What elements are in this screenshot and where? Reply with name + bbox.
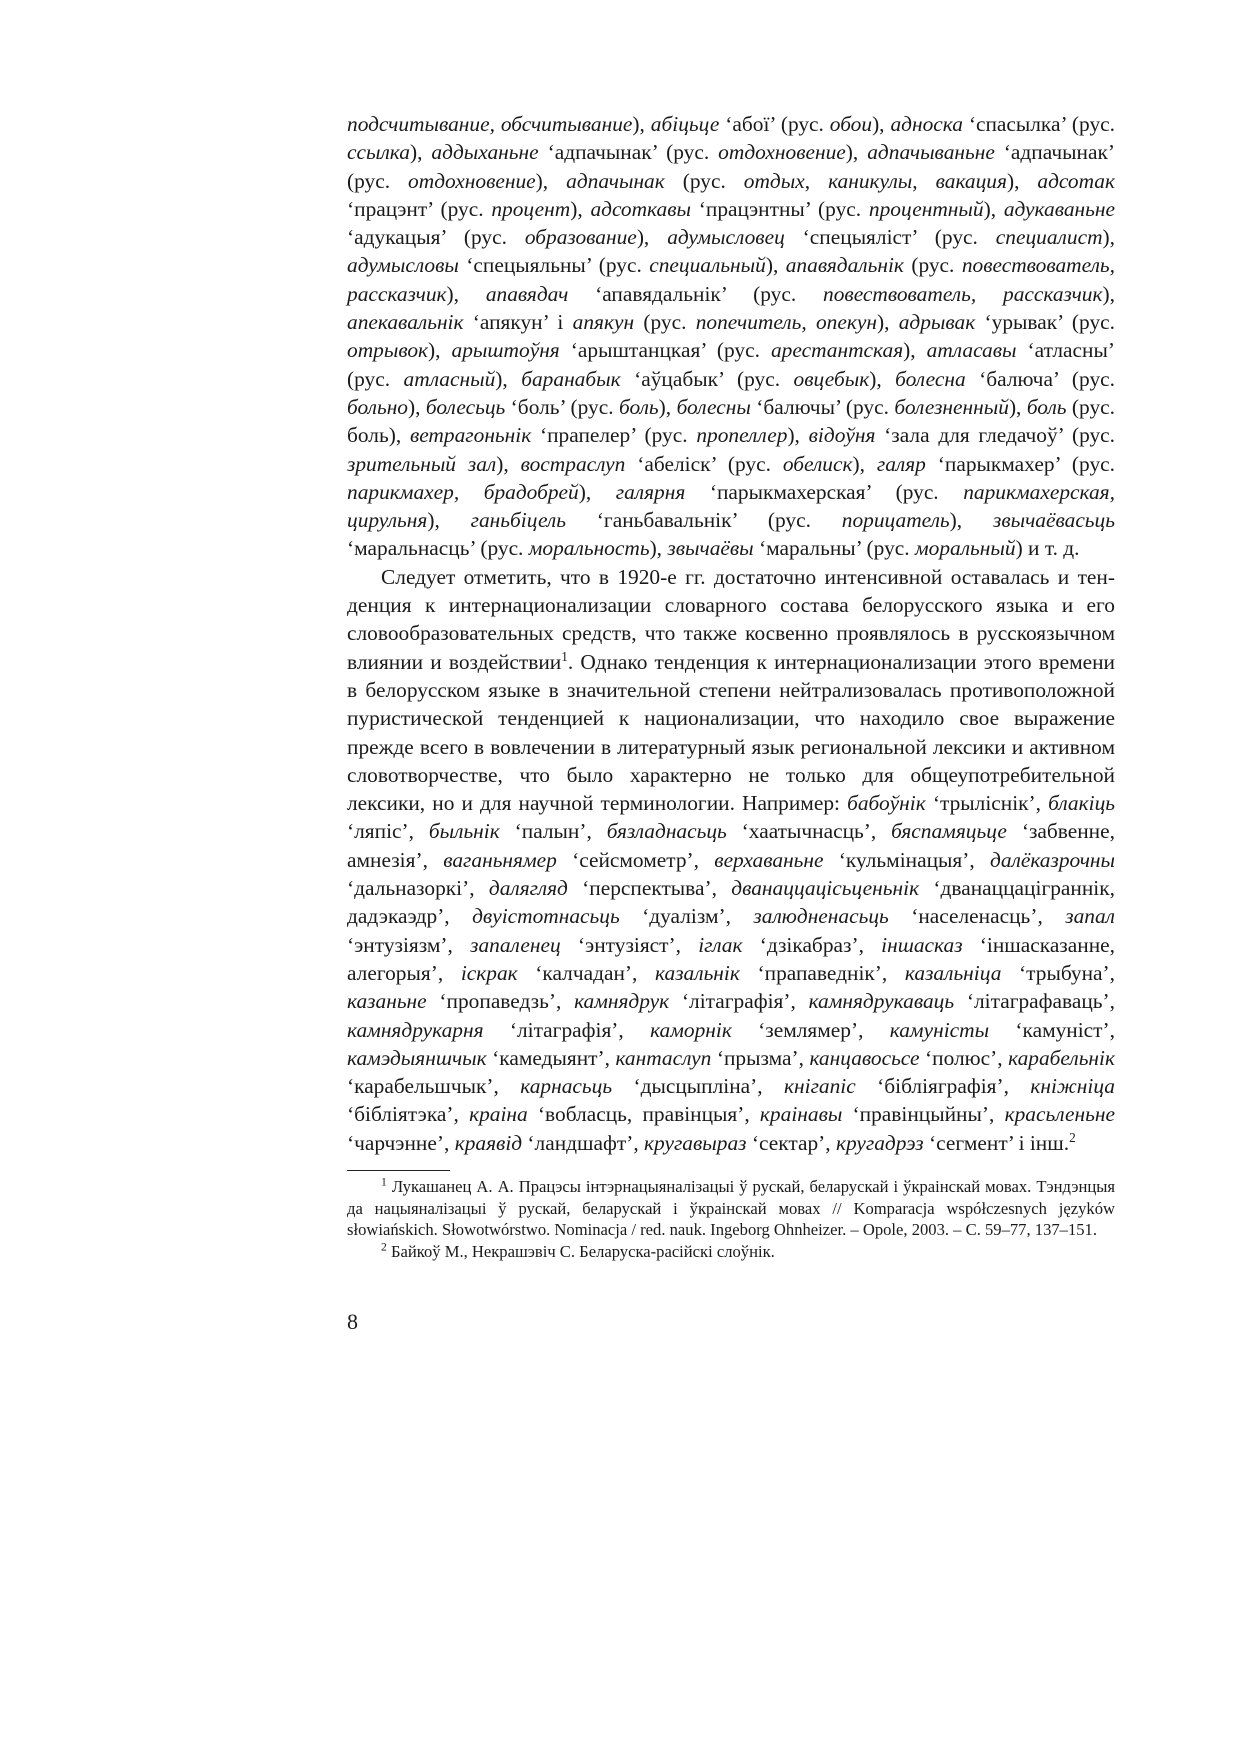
italic-term: адсотак bbox=[1037, 168, 1115, 193]
italic-term: ветрагоньнік bbox=[409, 423, 532, 448]
text-run: ‘апавядальнік’ (рус. bbox=[568, 281, 824, 306]
italic-term: быльнік bbox=[428, 819, 500, 844]
paragraph-2 bbox=[347, 563, 1115, 1157]
italic-term: отдохновение bbox=[408, 168, 536, 193]
text-run: ), bbox=[636, 225, 668, 250]
text-run: ‘перспектыва’, bbox=[567, 876, 732, 901]
text-run: ), bbox=[872, 112, 891, 136]
italic-term: краіна bbox=[469, 1102, 528, 1127]
text-run: ‘прызма’, bbox=[711, 1045, 810, 1070]
italic-term: кнігапіс bbox=[784, 1074, 856, 1099]
text-run: ‘камедыянт’, bbox=[486, 1045, 616, 1070]
text-run: ‘карабельшчык’, bbox=[347, 1074, 521, 1099]
text-run: ‘балюча’ (рус. bbox=[965, 366, 1116, 391]
text-run: ‘аўцабык’ (рус. bbox=[620, 366, 794, 391]
text-run: ‘спасылка’ (рус. bbox=[962, 112, 1115, 136]
italic-term: подсчитывание, обсчитывание bbox=[347, 112, 633, 136]
text-run: ‘калчадан’, bbox=[517, 960, 656, 985]
italic-term: больно bbox=[347, 394, 409, 419]
italic-term: адукаваньне bbox=[1003, 196, 1115, 221]
text-run: ), bbox=[1008, 394, 1027, 419]
italic-term: красьленьне bbox=[1004, 1102, 1115, 1127]
italic-term: карнасьць bbox=[520, 1074, 613, 1099]
italic-term: баранабык bbox=[521, 366, 621, 391]
italic-term: верхаваньне bbox=[714, 847, 824, 872]
text-run: ), bbox=[428, 338, 452, 363]
italic-term: специальный bbox=[649, 253, 766, 278]
text-run: Следует отметить, что в 1920-е гг. достаточно интенсивной оставалась и тенденция к интернационализации словарного состава белорусского языка и его словообразовательных средств, что также косвенно проявлялось в русскоязычном влиянии и воздействии bbox=[347, 564, 1115, 674]
text-run: ‘дванаццаціграннік, дадэкаэдр’, bbox=[347, 876, 1115, 929]
text-run: ‘абої’ (рус. bbox=[719, 112, 830, 136]
text-run: ), bbox=[765, 253, 786, 278]
italic-term: парикмахер, брадобрей bbox=[347, 479, 579, 504]
italic-term: краінавы bbox=[759, 1102, 843, 1127]
italic-term: адумысловы bbox=[347, 253, 459, 278]
italic-term: кругавыраз bbox=[644, 1130, 747, 1155]
footnote-2-text: Байкоў М., Некрашэвіч С. Беларуска-расійскі слоўнік. bbox=[386, 1241, 775, 1261]
italic-term: овцебык bbox=[793, 366, 870, 391]
italic-term: попечитель, опекун bbox=[695, 310, 877, 335]
text-run: ) и т. д. bbox=[1015, 536, 1080, 561]
italic-term: специалист bbox=[995, 225, 1103, 250]
text-run: ‘землямер’, bbox=[731, 1017, 890, 1042]
text-run: ‘ляпіс’, bbox=[347, 819, 429, 844]
text-run: ‘энтузіяст’, bbox=[560, 932, 699, 957]
italic-term: звычаёвасьць bbox=[992, 508, 1115, 533]
italic-term: арестантская bbox=[770, 338, 904, 363]
text-run: ‘працэнтны’ (рус. bbox=[691, 196, 869, 221]
italic-term: пропеллер bbox=[696, 423, 788, 448]
italic-term: ссылка bbox=[347, 140, 410, 165]
italic-term: апекавальнік bbox=[347, 310, 464, 335]
text-run: ‘літаграфія’, bbox=[483, 1017, 651, 1042]
text-run: ‘урывак’ (рус. bbox=[975, 310, 1115, 335]
text-run: ‘адпачынак’ (рус. bbox=[538, 140, 719, 165]
text-run: ‘забвенне, амнезія’, bbox=[347, 819, 1115, 872]
text-run: , bbox=[804, 168, 829, 193]
italic-term: кніжніца bbox=[1030, 1074, 1115, 1099]
italic-term: каморнік bbox=[650, 1017, 732, 1042]
text-run: ), bbox=[408, 394, 426, 419]
text-run: ), bbox=[446, 281, 486, 306]
text-run: ), bbox=[632, 112, 651, 136]
italic-term: адноска bbox=[890, 112, 963, 136]
text-run: ), bbox=[949, 508, 993, 533]
italic-term: галяр bbox=[876, 451, 926, 476]
text-run: ), bbox=[876, 310, 899, 335]
text-run: ), bbox=[578, 479, 616, 504]
italic-term: адрывак bbox=[898, 310, 976, 335]
italic-term: карабельнік bbox=[1008, 1045, 1115, 1070]
text-run: ‘дысцыпліна’, bbox=[612, 1074, 785, 1099]
italic-term: бязладнасьць bbox=[606, 819, 727, 844]
text-run: ‘ганьбавальнік’ (рус. bbox=[565, 508, 842, 533]
italic-term: кантаслуп bbox=[615, 1045, 712, 1070]
text-run: ‘вобласць, правінцыя’, bbox=[527, 1102, 760, 1127]
italic-term: казальніца bbox=[904, 960, 1002, 985]
text-run: ‘ландшафт’, bbox=[522, 1130, 645, 1155]
footnote-ref: 2 bbox=[1069, 1129, 1076, 1145]
text-run: ‘кульмінацыя’, bbox=[823, 847, 990, 872]
italic-term: боль bbox=[1026, 394, 1067, 419]
text-run: ), bbox=[658, 394, 677, 419]
footnote-1-text: Лукашанец А. А. Працэсы інтэрнацыяналізацыі ў рускай, беларускай і ўкраінскай мовах. Тэндэнцыя да нацыяналізацыі ў рускай, беларускай і ўкраінскай мовах // Komparacja współczesnych języków słowiańskich. Słowotwórstwo. Nominacja / red. nauk. Ingeborg Ohnheizer. – Opole, 2003. – С. 59–77, 137–151. bbox=[347, 1177, 1115, 1240]
italic-term: адсоткавы bbox=[590, 196, 691, 221]
italic-term: бяспамяцьце bbox=[891, 819, 1007, 844]
text-run: ‘трыліснік’, bbox=[925, 791, 1049, 816]
text-run: ‘бібліяграфія’, bbox=[855, 1074, 1031, 1099]
text-run: ‘маральны’ (рус. bbox=[753, 536, 915, 561]
italic-term: арыштоўня bbox=[451, 338, 560, 363]
italic-term: каникулы bbox=[828, 168, 913, 193]
text-run: ‘літаграфаваць’, bbox=[954, 989, 1115, 1014]
italic-term: абіцьце bbox=[650, 112, 720, 136]
text-run: ), bbox=[496, 451, 521, 476]
text-run: ‘адпачынак’ (рус. bbox=[347, 140, 1115, 193]
text-run: ‘спецыяліст’ (рус. bbox=[784, 225, 996, 250]
main-text bbox=[347, 110, 1115, 1157]
text-run: ‘чарчэнне’, bbox=[347, 1130, 455, 1155]
text-run: ‘правінцыйны’, bbox=[842, 1102, 1005, 1127]
italic-term: казаньне bbox=[347, 989, 427, 1014]
italic-term: болезненный bbox=[894, 394, 1009, 419]
italic-term: апякун bbox=[572, 310, 635, 335]
text-run: ‘маральнасць’ (рус. bbox=[347, 536, 529, 561]
footnote-separator bbox=[347, 1170, 450, 1171]
footnote-1-mark: 1 bbox=[381, 1175, 387, 1189]
text-run: ‘адукацыя’ (рус. bbox=[347, 225, 525, 250]
italic-term: іншасказ bbox=[881, 932, 963, 957]
italic-term: камнядрук bbox=[574, 989, 670, 1014]
italic-term: кругадрэз bbox=[835, 1130, 924, 1155]
text-run: ‘атласны’ (рус. bbox=[347, 338, 1115, 391]
italic-term: вакация bbox=[935, 168, 1007, 193]
text-run: ‘прапаведнік’, bbox=[739, 960, 905, 985]
italic-term: атласавы bbox=[926, 338, 1017, 363]
italic-term: камэдыяншчык bbox=[347, 1045, 487, 1070]
italic-term: отдых bbox=[743, 168, 805, 193]
text-run: ‘сектар’, bbox=[746, 1130, 836, 1155]
text-run: ‘дуалізм’, bbox=[619, 904, 754, 929]
text-run: ‘апякун’ і bbox=[463, 310, 573, 335]
text-run: ‘прапелер’ (рус. bbox=[531, 423, 697, 448]
text-run: ), bbox=[409, 140, 432, 165]
text-run: ‘камуніст’, bbox=[989, 1017, 1115, 1042]
italic-term: отдохновение bbox=[718, 140, 846, 165]
italic-term: блакіць bbox=[1048, 791, 1115, 816]
italic-term: моральный bbox=[914, 536, 1016, 561]
text-run: ), bbox=[535, 168, 567, 193]
text-run: ‘працэнт’ (рус. bbox=[347, 196, 492, 221]
italic-term: дванаццацісьценьнік bbox=[731, 876, 920, 901]
italic-term: боль bbox=[618, 394, 659, 419]
text-run: ‘сейсмометр’, bbox=[556, 847, 715, 872]
text-run: ‘палын’, bbox=[499, 819, 607, 844]
page-number: 8 bbox=[347, 1309, 358, 1334]
italic-term: далёказрочны bbox=[990, 847, 1115, 872]
italic-term: далягляд bbox=[488, 876, 568, 901]
italic-term: порицатель bbox=[841, 508, 950, 533]
italic-term: болесьць bbox=[425, 394, 506, 419]
italic-term: краявід bbox=[454, 1130, 523, 1155]
footnote-2 bbox=[347, 1241, 1115, 1263]
footnotes bbox=[347, 1176, 1115, 1262]
italic-term: повествователь, рассказчик bbox=[347, 253, 1115, 306]
text-run: ‘абеліск’ (рус. bbox=[625, 451, 783, 476]
text-run: (рус. bbox=[664, 168, 744, 193]
text-run: ‘боль’ (рус. bbox=[505, 394, 619, 419]
italic-term: іглак bbox=[698, 932, 743, 957]
italic-term: обелиск bbox=[782, 451, 853, 476]
italic-term: камнядрукарня bbox=[347, 1017, 484, 1042]
italic-term: адумысловец bbox=[667, 225, 785, 250]
italic-term: запаленец bbox=[470, 932, 561, 957]
text-run: ), bbox=[869, 366, 896, 391]
text-run: ), bbox=[1102, 281, 1115, 306]
text-run: (рус. боль), bbox=[347, 394, 1116, 448]
text-run: ), bbox=[1006, 168, 1038, 193]
italic-term: канцавосьсе bbox=[809, 1045, 920, 1070]
italic-term: болесна bbox=[895, 366, 966, 391]
text-run: ‘спецыяльны’ (рус. bbox=[458, 253, 650, 278]
italic-term: галярня bbox=[615, 479, 686, 504]
italic-term: парикмахерская, цирульня bbox=[347, 479, 1115, 533]
italic-term: болесны bbox=[676, 394, 751, 419]
italic-term: аддыханьне bbox=[431, 140, 539, 165]
text-run: ‘балючы’ (рус. bbox=[750, 394, 895, 419]
italic-term: апавядальнік bbox=[785, 253, 904, 278]
italic-term: ваганьнямер bbox=[443, 847, 557, 872]
text-run: (рус. bbox=[903, 253, 962, 278]
italic-term: процентный bbox=[868, 196, 984, 221]
text-run: ‘зала для гледачоў’ (рус. bbox=[875, 423, 1116, 448]
text-run: ), bbox=[649, 536, 668, 561]
text-run: ), bbox=[570, 196, 591, 221]
italic-term: запал bbox=[1065, 904, 1115, 929]
text-run: ‘полюс’, bbox=[919, 1045, 1009, 1070]
italic-term: зрительный зал bbox=[347, 451, 497, 476]
italic-term: казальнік bbox=[655, 960, 740, 985]
text-run: ‘парыкмахер’ (рус. bbox=[925, 451, 1115, 476]
text-run: ), bbox=[903, 338, 927, 363]
italic-term: двуістотнасьць bbox=[472, 904, 620, 929]
text-run: , bbox=[912, 168, 936, 193]
text-run: ), bbox=[845, 140, 868, 165]
text-run: ‘энтузіязм’, bbox=[347, 932, 471, 957]
italic-term: вострaслуп bbox=[520, 451, 626, 476]
italic-term: адпачынак bbox=[566, 168, 665, 193]
paragraph-1 bbox=[347, 110, 1115, 563]
text-run: ), bbox=[852, 451, 877, 476]
italic-term: моральность bbox=[528, 536, 650, 561]
italic-term: бабоўнік bbox=[847, 791, 926, 816]
text-run: ‘дальназоркі’, bbox=[347, 876, 489, 901]
text-run: ‘парыкмахерская’ (рус. bbox=[685, 479, 964, 504]
italic-term: процент bbox=[491, 196, 571, 221]
italic-term: ганьбіцель bbox=[470, 508, 566, 533]
italic-term: іскрак bbox=[460, 960, 518, 985]
italic-term: отрывок bbox=[347, 338, 429, 363]
italic-term: обои bbox=[829, 112, 873, 136]
text-run: ), bbox=[983, 196, 1004, 221]
italic-term: камуністы bbox=[889, 1017, 990, 1042]
footnote-ref: 1 bbox=[561, 648, 568, 664]
footnote-1 bbox=[347, 1176, 1115, 1241]
italic-term: повествователь, рассказчик bbox=[823, 281, 1103, 306]
italic-term: залюдненасьць bbox=[753, 904, 889, 929]
text-run: ), bbox=[787, 423, 809, 448]
text-run: (рус. bbox=[634, 310, 696, 335]
text-run: ), bbox=[495, 366, 522, 391]
italic-term: образование bbox=[524, 225, 637, 250]
text-run: ‘літаграфія’, bbox=[669, 989, 809, 1014]
italic-term: звычаёвы bbox=[667, 536, 754, 561]
text-run: ‘дзікабраз’, bbox=[742, 932, 882, 957]
footnote-2-mark: 2 bbox=[381, 1240, 387, 1254]
text-run: ‘сегмент’ і інш. bbox=[923, 1130, 1070, 1155]
italic-term: камнядрукаваць bbox=[808, 989, 955, 1014]
italic-term: відоўня bbox=[808, 423, 876, 448]
text-run: ‘пропаведзь’, bbox=[426, 989, 575, 1014]
text-run: ‘хаатычнасць’, bbox=[726, 819, 892, 844]
text-run: ‘населенасць’, bbox=[888, 904, 1066, 929]
text-run: . Однако тенденция к интернационализации этого времени в белорусском языке в значительной степени нейтрализовалась противоположной пуристической тенденцией к национализации, что находило свое выражение прежде всего в вовлечении в литературный язык региональной лексики и активном словотворчестве, что было характерно не только для общеупотребительной лексики, но и для научной терминологии. Например: bbox=[347, 649, 1116, 816]
text-run: ‘трыбуна’, bbox=[1001, 960, 1116, 985]
text-run: ‘арыштанцкая’ (рус. bbox=[559, 338, 771, 363]
italic-term: атласный bbox=[403, 366, 496, 391]
text-run: ), bbox=[1102, 225, 1115, 250]
text-run: ‘іншасказанне, алегорыя’, bbox=[347, 932, 1115, 985]
italic-term: адпачываньне bbox=[867, 140, 995, 165]
text-run: ‘бібліятэка’, bbox=[347, 1102, 470, 1127]
text-run: ), bbox=[427, 508, 471, 533]
italic-term: апавядач bbox=[485, 281, 569, 306]
